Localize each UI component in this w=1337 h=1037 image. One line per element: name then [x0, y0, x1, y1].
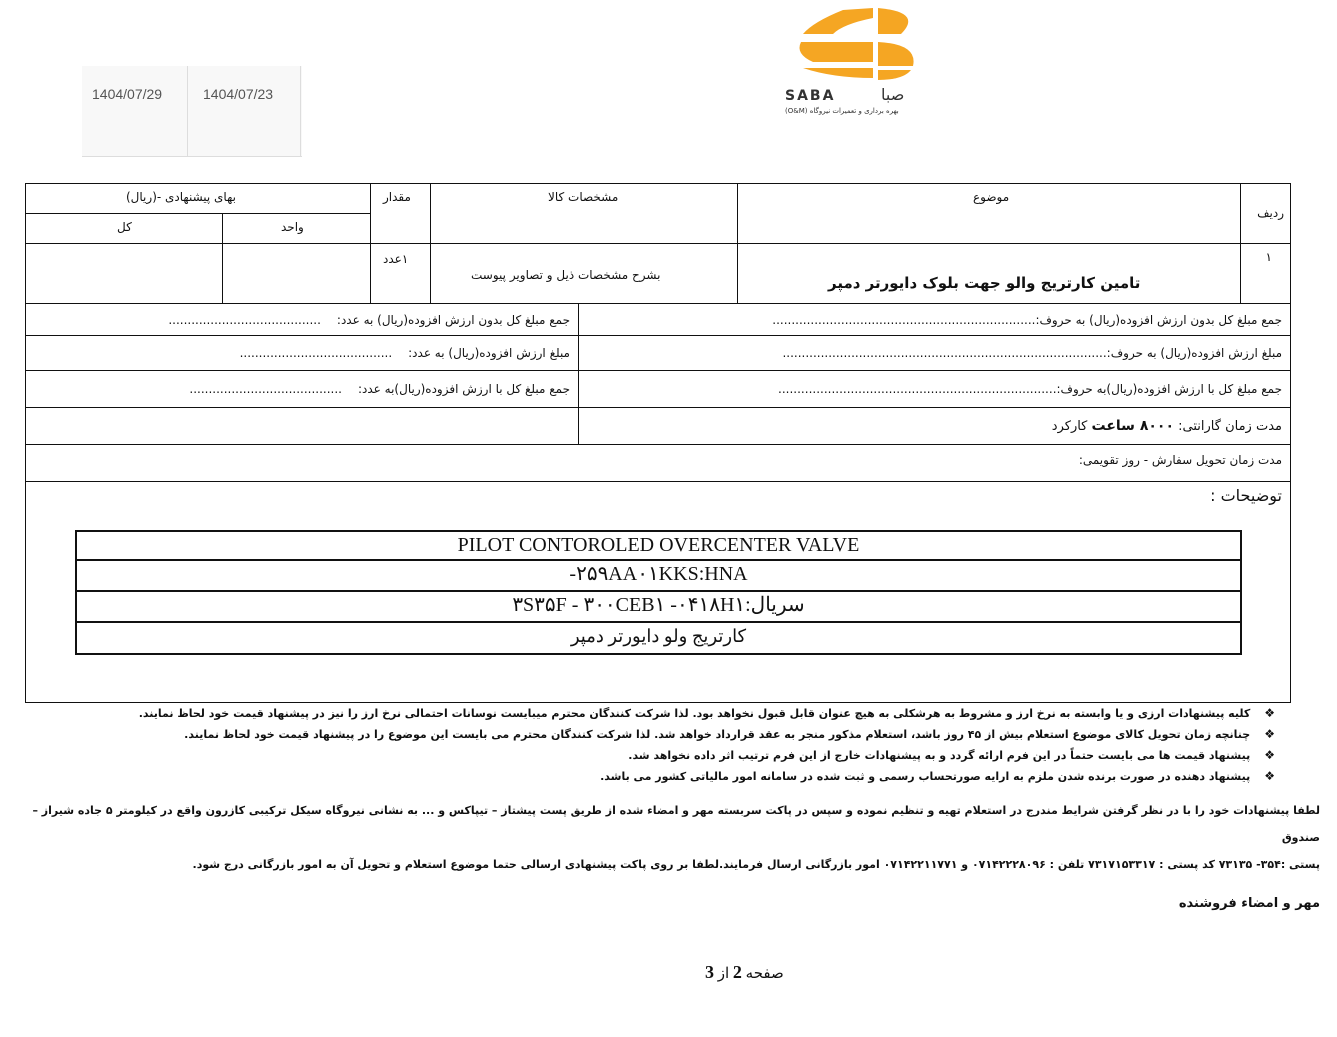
instructions-line: لطفا پیشنهادات خود را با در نظر گرفتن شرایط مندرج در استعلام تهیه و تنظیم نموده و سپس در پاکت سربسته مهر و امضاء شده از طریق پست پیشتاز – تیپاکس و ... به نشانی نیروگاه سیکل ترکیبی کازرون واقع در کیلومتر ۵ جاده شیراز –صندوق: [32, 804, 1320, 844]
item-row-number: [1240, 243, 1291, 304]
total-with-vat-digits[interactable]: [25, 370, 579, 408]
header-label: ردیف: [1257, 206, 1284, 220]
vat-words[interactable]: [578, 335, 1291, 371]
description-label: توضیحات :: [1210, 486, 1282, 505]
bullet-icon: ❖: [1264, 748, 1275, 762]
svg-text:(O&M) بهره برداری و تعمیرات نی: (O&M) بهره برداری و تعمیرات نیروگاه: [785, 107, 899, 115]
note-item: [20, 745, 1320, 766]
date-end: 1404/07/29: [92, 86, 163, 102]
instructions-line: پستی :۳۵۴- ۷۳۱۳۵ کد پستی : ۷۳۱۷۱۵۳۳۱۷ تلفن : ۰۷۱۴۲۲۲۸۰۹۶ و ۰۷۱۴۲۲۱۱۷۷۱ امور بازرگانی ارسال فرمایند.لطفا بر روی پاکت پیشنهادی ارسالی حتما موضوع استعلام و تحویل آن به امور بازرگانی درج شود.: [192, 858, 1320, 871]
total-no-vat-words[interactable]: [578, 303, 1291, 336]
total-no-vat-digits[interactable]: [25, 303, 579, 336]
header-label: بهای پیشنهادی -(ریال): [126, 190, 236, 204]
qty-text: ۱عدد: [383, 252, 409, 266]
header-row-number: [1240, 183, 1291, 244]
bullet-icon: ❖: [1264, 706, 1275, 720]
header-label: واحد: [281, 220, 304, 234]
vat-digits[interactable]: [25, 335, 579, 371]
specs-text: بشرح مشخصات ذیل و تصاویر پیوست: [471, 268, 661, 282]
note-item: [20, 724, 1320, 745]
header-specs: [430, 183, 738, 244]
warranty-cell: [578, 407, 1291, 445]
note-item: [20, 766, 1320, 787]
header-label: مشخصات کالا: [548, 190, 619, 204]
delivery-label: مدت زمان تحویل سفارش - روز تقویمی:: [1078, 453, 1282, 467]
total-with-vat-words[interactable]: [578, 370, 1291, 408]
saba-logo-icon: [783, 4, 953, 116]
label: جمع مبلغ کل با ارزش افزوده(ریال)به حروف:.........................................................................: [778, 382, 1282, 396]
label: جمع مبلغ کل با ارزش افزوده(ریال)به عدد:: [357, 382, 570, 396]
header-unit: [222, 213, 371, 244]
desc-row-name: PILOT CONTOROLED OVERCENTER VALVE: [75, 530, 1242, 561]
page-number: صفحه 2 از 3: [705, 962, 784, 982]
header-label: موضوع: [973, 190, 1010, 204]
seller-signature-label: مهر و امضاء فروشنده: [1178, 896, 1320, 911]
label: مبلغ ارزش افزوده(ریال) به عدد:: [408, 346, 570, 360]
warranty-blank: [25, 407, 579, 445]
fill-dots: ........................................: [168, 312, 321, 327]
label: جمع مبلغ کل بدون ارزش افزوده(ریال) به حروف:.....................................................................: [772, 312, 1282, 327]
desc-row-persian: کارتریج ولو دایورتر دمپر: [75, 621, 1242, 655]
fill-dots: ........................................: [239, 346, 393, 360]
divider: [187, 66, 188, 156]
bullet-icon: ❖: [1264, 769, 1275, 783]
item-subject: [737, 243, 1241, 304]
header-subject: [737, 183, 1241, 244]
label: جمع مبلغ کل بدون ارزش افزوده(ریال) به عدد:: [336, 312, 570, 327]
item-qty: [370, 243, 431, 304]
delivery-cell: [25, 444, 1291, 482]
note-text: پیشنهاد قیمت ها می بایست حتماً در این فرم ارائه گردد و به پیشنهادات خارج از این فرم ترتیب اثر داده نخواهد شد.: [628, 749, 1251, 762]
date-box: [82, 66, 302, 157]
item-unit-price[interactable]: [222, 243, 371, 304]
header-label: مقدار: [383, 190, 411, 204]
item-total-price[interactable]: [25, 243, 223, 304]
header-total: [25, 213, 223, 244]
note-item: [20, 703, 1320, 724]
fill-dots: ........................................: [189, 382, 342, 396]
label: مبلغ ارزش افزوده(ریال) به حروف:.....................................................................................: [782, 346, 1282, 360]
svg-text:صبا: صبا: [881, 85, 905, 104]
header-qty: [370, 183, 431, 244]
instructions: [20, 797, 1320, 878]
header-price: [25, 183, 371, 214]
item-specs: [430, 243, 738, 304]
notes-list: [20, 703, 1320, 787]
subject-text: تامین کارتریج والو جهت بلوک دایورتر دمپر: [828, 274, 1141, 292]
header-label: کل: [117, 220, 132, 234]
warranty-text: مدت زمان گارانتی: ۸۰۰۰ ساعت کارکرد: [1051, 418, 1282, 434]
svg-text:SABA: SABA: [785, 88, 836, 104]
footer-notes: [20, 703, 1320, 911]
desc-row-serial: سریال:۳S۳۵F - ۳۰۰CEB۱ -۰۴۱۸H۱: [75, 590, 1242, 623]
note-text: پیشنهاد دهنده در صورت برنده شدن ملزم به ارایه صورتحساب رسمی و ثبت شده در سامانه امور مالیاتی کشور می باشد.: [600, 770, 1251, 783]
row-number: ۱: [1265, 250, 1272, 264]
date-start: 1404/07/23: [203, 86, 274, 102]
divider: [300, 66, 301, 156]
saba-logo: [783, 4, 953, 116]
bullet-icon: ❖: [1264, 727, 1275, 741]
desc-row-kks: -۲۵۹AA۰۱KKS:HNA: [75, 559, 1242, 592]
note-text: کلیه پیشنهادات ارزی و یا وابسته به نرخ ارز و مشروط به هرشکلی به هیچ عنوان قابل قبول نخواهد بود. لذا شرکت کنندگان محترم میبایست نوسانات احتمالی نرخ ارز را نیز در پیشنهاد قیمت خود لحاظ نمایند.: [138, 707, 1251, 720]
note-text: چنانچه زمان تحویل کالای موضوع استعلام بیش از ۴۵ روز باشد، استعلام مذکور منجر به عقد قرارداد خواهد شد. لذا شرکت کنندگان محترم می بایست این موضوع را در پیشنهاد قیمت خود لحاظ نمایند.: [184, 728, 1251, 741]
